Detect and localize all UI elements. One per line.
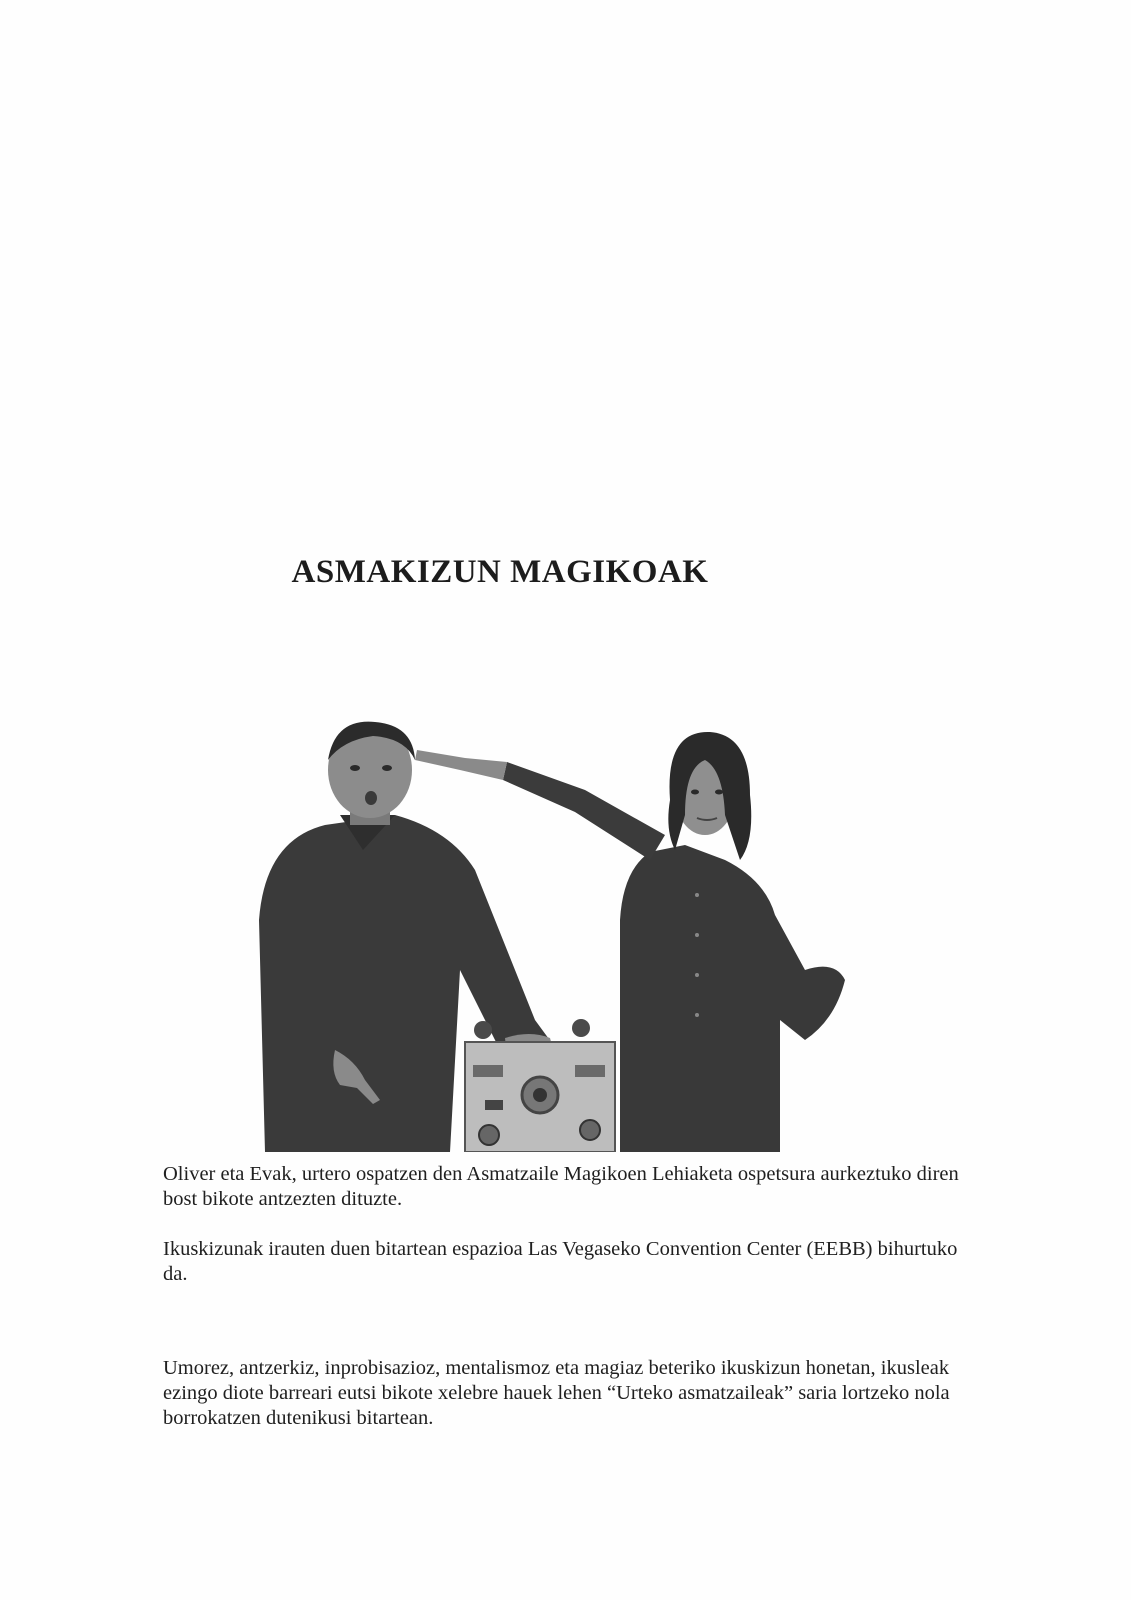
paragraph-cast: Oliver eta Evak, urtero ospatzen den Asmatzaile Magikoen Lehiaketa ospetsura aurkeztuko diren bost bikote antzezten dituzte.	[163, 1163, 959, 1210]
paragraph-setting: Ikuskizunak irauten duen bitartean espazioa Las Vegaseko Convention Center (EEBB) bihurtuko da.	[163, 1238, 958, 1285]
paragraph-description: Umorez, antzerkiz, inprobisazioz, mentalismoz eta magiaz beteriko ikuskizun honetan, ikusleak ezingo diote barreari eutsi bikote xelebre hauek lehen “Urteko asmatzaileak” saria lortzeko nola borrokatzen dutenikusi bitartean.	[163, 1357, 950, 1429]
document-title: ASMAKIZUN MAGIKOAK	[291, 554, 709, 590]
performers-photo	[245, 720, 895, 1152]
